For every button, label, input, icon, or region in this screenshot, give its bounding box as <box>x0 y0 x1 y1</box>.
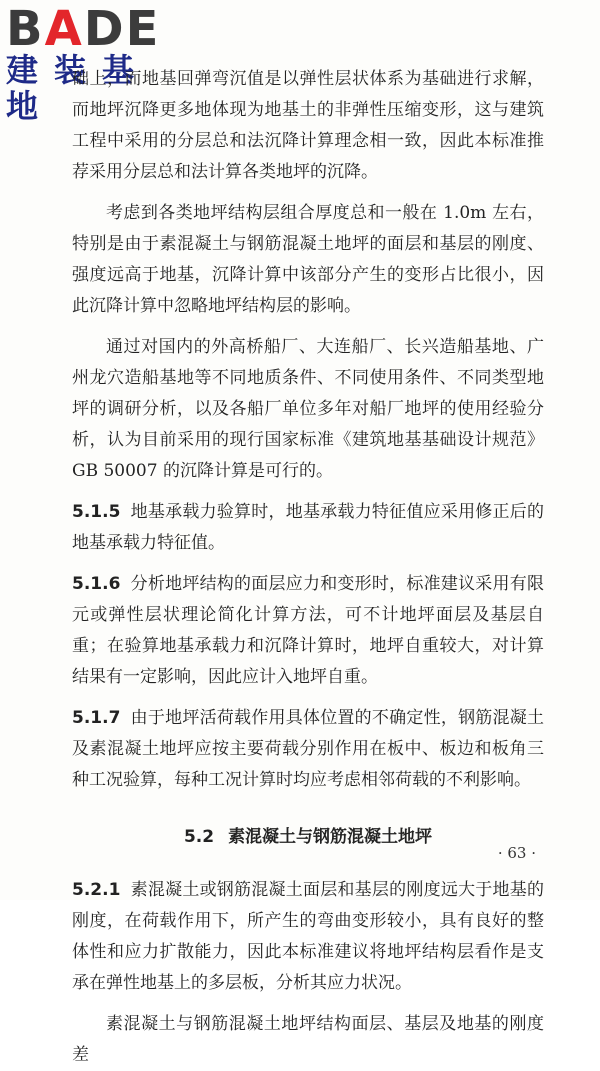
clause-text: 分析地坪结构的面层应力和变形时，标准建议采用有限元或弹性层状理论简化计算方法，可不计地坪面层及基层自重；在验算地基承载力和沉降计算时，地坪自重较大，对计算结果有一定影响，因此应计入地坪自重。 <box>72 574 544 687</box>
section-title: 素混凝土与钢筋混凝土地坪 <box>228 827 433 847</box>
section-number: 5.2 <box>183 827 215 847</box>
logo-latin-text: BADE <box>6 1 161 57</box>
body-text <box>72 64 544 1071</box>
clause-number: 5.2.1 <box>72 880 121 900</box>
paragraph-2: 考虑到各类地坪结构层组合厚度总和一般在 1.0m 左右，特别是由于素混凝土与钢筋混凝土地坪的面层和基层的刚度、强度远高于地基，沉降计算中该部分产生的变形占比很小，因此沉降计算中忽略地坪结构层的影响。 <box>72 203 544 316</box>
section-heading <box>72 822 544 853</box>
clause-5-2-1 <box>72 875 544 999</box>
paragraph-last: 素混凝土与钢筋混凝土地坪结构面层、基层及地基的刚度差 <box>72 1014 544 1065</box>
clause-text: 素混凝土或钢筋混凝土面层和基层的刚度远大于地基的刚度，在荷载作用下，所产生的弯曲变形较小，具有良好的整体性和应力扩散能力，因此本标准建议将地坪结构层看作是支承在弹性地基上的多层板，分析其应力状况。 <box>72 880 544 993</box>
clause-text: 由于地坪活荷载作用具体位置的不确定性，钢筋混凝土及素混凝土地坪应按主要荷载分别作用在板中、板边和板角三种工况验算，每种工况计算时均应考虑相邻荷载的不利影响。 <box>72 708 544 790</box>
paragraph-1: 础上，而地基回弹弯沉值是以弹性层状体系为基础进行求解，而地坪沉降更多地体现为地基土的非弹性压缩变形，这与建筑工程中采用的分层总和法沉降计算理念相一致，因此本标准推荐采用分层总和法计算各类地坪的沉降。 <box>72 69 544 182</box>
clause-number: 5.1.5 <box>72 502 121 522</box>
clause-5-1-6 <box>72 569 544 693</box>
paragraph-3: 通过对国内的外高桥船厂、大连船厂、长兴造船基地、广州龙穴造船基地等不同地质条件、不同使用条件、不同类型地坪的调研分析，以及各船厂单位多年对船厂地坪的使用经验分析，认为目前采用的现行国家标准《建筑地基基础设计规范》GB 50007 的沉降计算是可行的。 <box>72 337 544 481</box>
page-number: · 63 · <box>497 844 536 862</box>
clause-5-1-5 <box>72 497 544 559</box>
clause-text: 地基承载力验算时，地基承载力特征值应采用修正后的地基承载力特征值。 <box>72 502 544 553</box>
logo-chinese-text: 建装基地 <box>6 51 151 125</box>
clause-number: 5.1.6 <box>72 574 121 594</box>
clause-number: 5.1.7 <box>72 708 121 728</box>
clause-5-1-7 <box>72 703 544 796</box>
